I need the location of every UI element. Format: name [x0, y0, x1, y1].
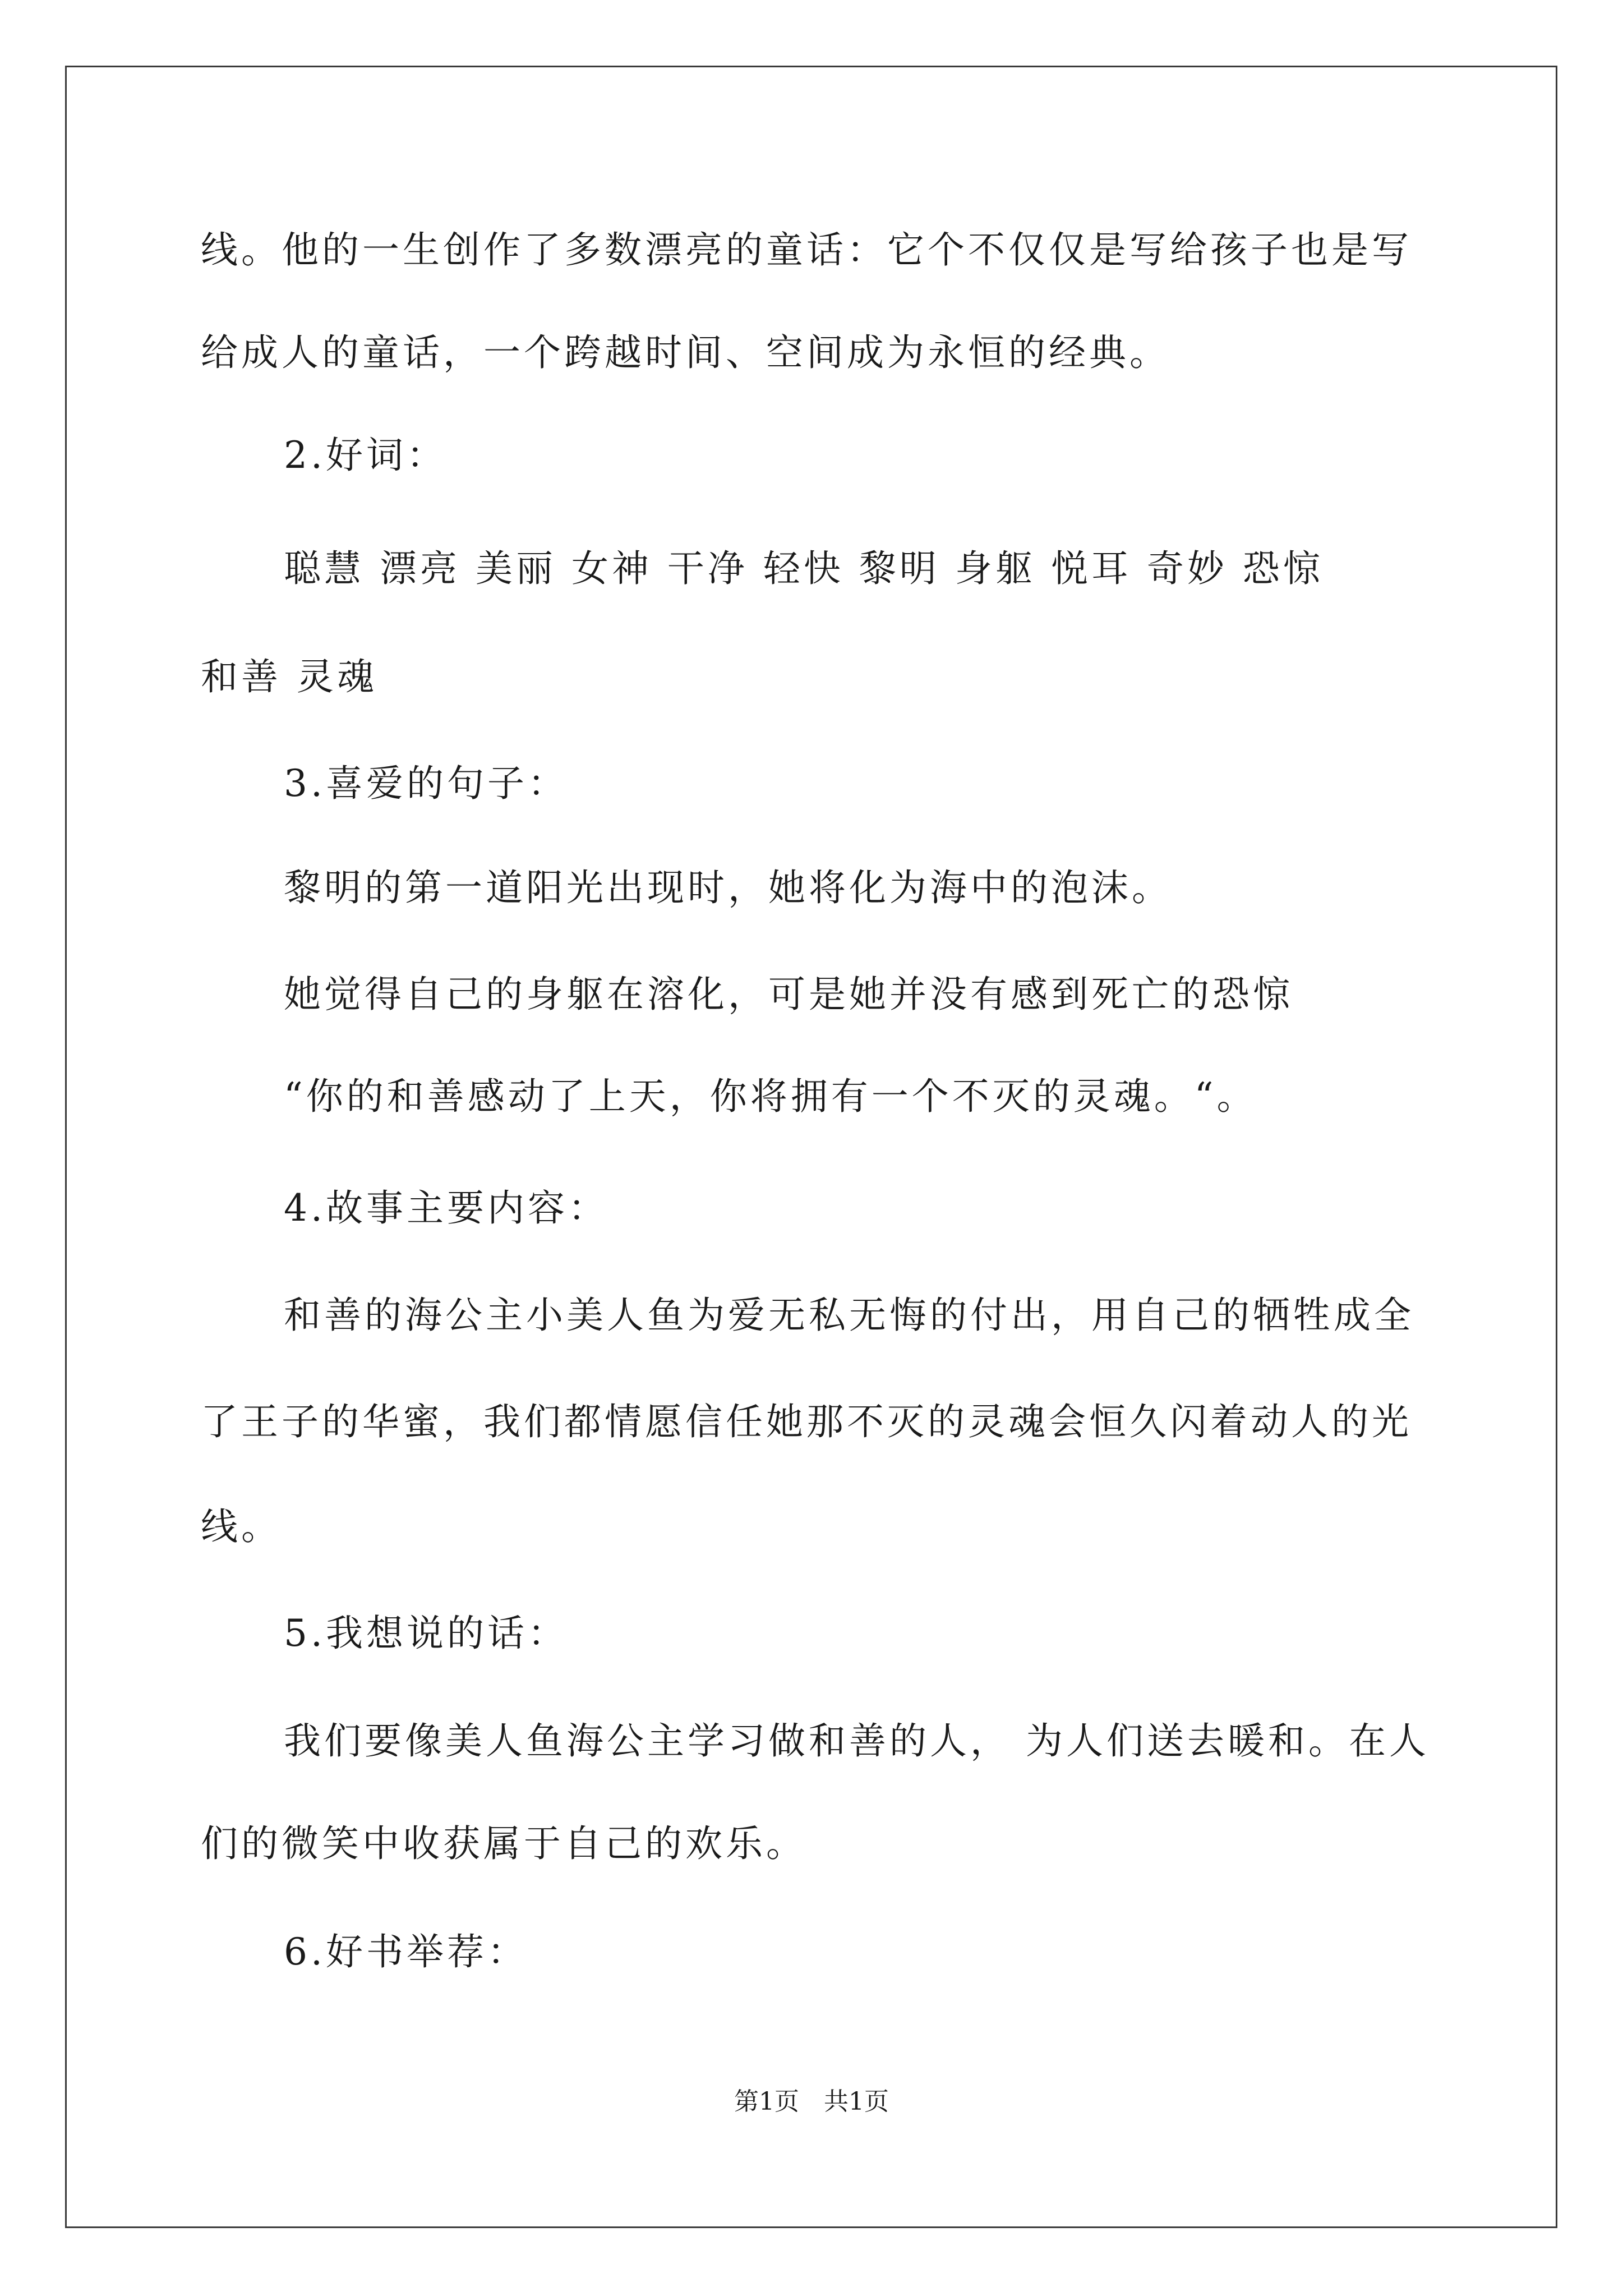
paragraph-line: 和善的海公主小美人鱼为爱无私无悔的付出，用自己的牺牲成全 [284, 1294, 1414, 1337]
paragraph-line: 线。他的一生创作了多数漂亮的童话：它个不仅仅是写给孩子也是写 [201, 228, 1412, 272]
paragraph-line: 们的微笑中收获属于自己的欢乐。 [201, 1822, 806, 1865]
section-heading: 5.我想说的话： [284, 1612, 568, 1655]
paragraph-line: 给成人的童话，一个跨越时间、空间成为永恒的经典。 [201, 331, 1170, 374]
section-heading: 3.喜爱的句子： [284, 762, 568, 805]
paragraph-line: 了王子的华蜜，我们都情愿信任她那不灭的灵魂会恒久闪着动人的光 [201, 1400, 1412, 1443]
quote-line: 她觉得自己的身躯在溶化，可是她并没有感到死亡的恐惊 [284, 973, 1293, 1016]
paragraph-line: 线。 [201, 1505, 282, 1548]
page-border [65, 66, 1557, 2228]
word-list-line: 和善 灵魂 [201, 655, 377, 698]
page-number-footer: 第1页 共1页 [734, 2087, 889, 2116]
quote-line: “你的和善感动了上天，你将拥有一个不灭的灵魂。“。 [284, 1075, 1257, 1118]
quote-line: 黎明的第一道阳光出现时，她将化为海中的泡沫。 [284, 866, 1172, 909]
section-heading: 4.故事主要内容： [284, 1186, 608, 1230]
word-list-line: 聪慧 漂亮 美丽 女神 干净 轻快 黎明 身躯 悦耳 奇妙 恐惊 [284, 547, 1324, 590]
paragraph-line: 我们要像美人鱼海公主学习做和善的人， 为人们送去暖和。在人 [284, 1719, 1430, 1763]
section-heading: 6.好书举荐： [284, 1930, 528, 1973]
section-heading: 2.好词： [284, 434, 447, 477]
